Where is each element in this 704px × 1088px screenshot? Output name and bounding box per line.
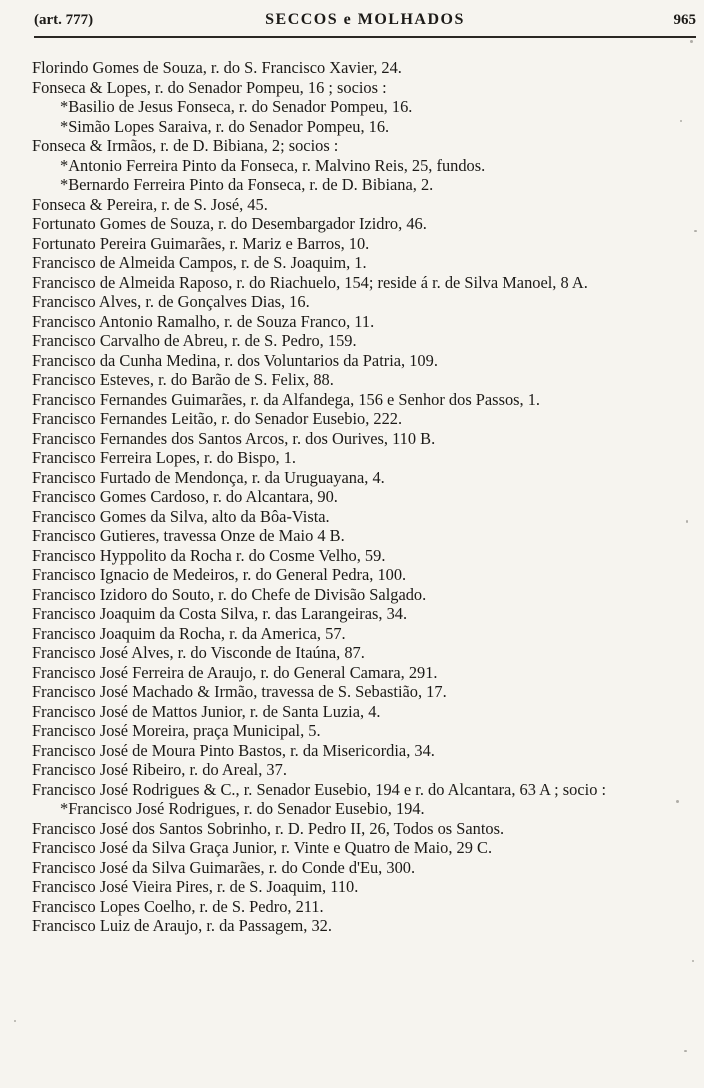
directory-entry: Florindo Gomes de Souza, r. do S. Francisco Xavier, 24.: [32, 58, 402, 77]
directory-entry: Francisco Joaquim da Rocha, r. da America, 57.: [32, 623, 346, 643]
partner-entry: *Bernardo Ferreira Pinto da Fonseca, r. de D. Bibiana, 2.: [60, 175, 434, 194]
print-speck: [686, 520, 688, 523]
directory-entry: Francisco José Rodrigues & C., r. Senador Eusebio, 194 e r. do Alcantara, 63 A ; socio :: [32, 779, 607, 799]
article-reference: (art. 777): [34, 12, 94, 28]
directory-entry: Francisco Gomes da Silva, alto da Bôa-Vista.: [32, 506, 330, 526]
print-speck: [692, 960, 694, 962]
print-speck: [694, 230, 697, 232]
directory-entry: Francisco Lopes Coelho, r. de S. Pedro, 211.: [32, 896, 324, 916]
directory-entry: Francisco Ignacio de Medeiros, r. do General Pedra, 100.: [32, 565, 407, 584]
directory-entry: Francisco da Cunha Medina, r. dos Voluntarios da Patria, 109.: [32, 350, 438, 370]
directory-entry: Francisco Furtado de Mendonça, r. da Uruguayana, 4.: [32, 467, 385, 487]
directory-entry: Francisco Alves, r. de Gonçalves Dias, 16.: [32, 292, 310, 311]
directory-entry: Fortunato Gomes de Souza, r. do Desembargador Izidro, 46.: [32, 214, 427, 233]
directory-entry: Francisco Carvalho de Abreu, r. de S. Pedro, 159.: [32, 331, 357, 350]
directory-entry: Francisco José Ribeiro, r. do Areal, 37.: [32, 760, 287, 779]
directory-entry: Francisco Joaquim da Costa Silva, r. das Larangeiras, 34.: [32, 604, 408, 623]
directory-entry: Francisco José Moreira, praça Municipal, 5.: [32, 721, 321, 740]
print-speck: [690, 40, 693, 43]
directory-entry: Francisco Fernandes Guimarães, r. da Alfandega, 156 e Senhor dos Passos, 1.: [32, 389, 541, 409]
directory-entry: Francisco Izidoro do Souto, r. do Chefe de Divisão Salgado.: [32, 584, 427, 604]
print-speck: [680, 120, 682, 122]
directory-entry: Francisco José Machado & Irmão, travessa de S. Sebastião, 17.: [32, 682, 447, 701]
directory-entry: Francisco José Ferreira de Araujo, r. do General Camara, 291.: [32, 662, 438, 682]
directory-entry: Francisco José da Silva Graça Junior, r. Vinte e Quatro de Maio, 29 C.: [32, 838, 493, 857]
directory-entry: Fortunato Pereira Guimarães, r. Mariz e Barros, 10.: [32, 233, 370, 253]
directory-entry: Francisco Gutieres, travessa Onze de Maio 4 B.: [32, 526, 345, 545]
directory-entry: Fonseca & Pereira, r. de S. José, 45.: [32, 194, 268, 214]
directory-entry: Francisco de Almeida Campos, r. de S. Joaquim, 1.: [32, 253, 367, 272]
directory-entry: Francisco Luiz de Araujo, r. da Passagem, 32.: [32, 916, 332, 935]
directory-entry: Francisco Fernandes dos Santos Arcos, r. dos Ourives, 110 B.: [32, 428, 436, 448]
directory-entry: Francisco José de Moura Pinto Bastos, r. da Misericordia, 34.: [32, 740, 435, 760]
directory-entry: Francisco Gomes Cardoso, r. do Alcantara, 90.: [32, 487, 338, 506]
print-speck: [676, 800, 679, 803]
partner-entry: *Antonio Ferreira Pinto da Fonseca, r. Malvino Reis, 25, fundos.: [60, 155, 486, 175]
directory-entry: Francisco José Alves, r. do Visconde de Itaúna, 87.: [32, 643, 365, 662]
directory-entry: Francisco Esteves, r. do Barão de S. Felix, 88.: [32, 370, 334, 389]
print-speck: [14, 1020, 16, 1022]
directory-entry: Francisco de Almeida Raposo, r. do Riachuelo, 154; reside á r. de Silva Manoel, 8 A.: [32, 272, 588, 292]
directory-entry: Fonseca & Lopes, r. do Senador Pompeu, 16 ; socios :: [32, 77, 387, 97]
partner-entry: *Basilio de Jesus Fonseca, r. do Senador Pompeu, 16.: [60, 97, 413, 116]
page-number: 965: [673, 12, 696, 28]
directory-entry: Fonseca & Irmãos, r. de D. Bibiana, 2; socios :: [32, 136, 339, 155]
directory-entry: Francisco Fernandes Leitão, r. do Senador Eusebio, 222.: [32, 409, 403, 428]
directory-entry: Francisco Ferreira Lopes, r. do Bispo, 1.: [32, 448, 297, 467]
section-title: SECCOS e MOLHADOS: [265, 11, 465, 28]
directory-entry: Francisco José dos Santos Sobrinho, r. D. Pedro II, 26, Todos os Santos.: [32, 818, 505, 838]
directory-entry: Francisco José Vieira Pires, r. de S. Joaquim, 110.: [32, 877, 359, 896]
partner-entry: *Simão Lopes Saraiva, r. do Senador Pompeu, 16.: [60, 116, 390, 136]
partner-entry: *Francisco José Rodrigues, r. do Senador Eusebio, 194.: [60, 799, 425, 818]
directory-entry: Francisco José da Silva Guimarães, r. do Conde d'Eu, 300.: [32, 857, 416, 877]
directory-entry: Francisco Hyppolito da Rocha r. do Cosme Velho, 59.: [32, 545, 386, 565]
print-speck: [684, 1050, 687, 1052]
page-header: [34, 10, 696, 38]
directory-entry: Francisco Antonio Ramalho, r. de Souza Franco, 11.: [32, 311, 375, 331]
entry-list: [32, 58, 684, 936]
directory-entry: Francisco José de Mattos Junior, r. de Santa Luzia, 4.: [32, 701, 381, 721]
